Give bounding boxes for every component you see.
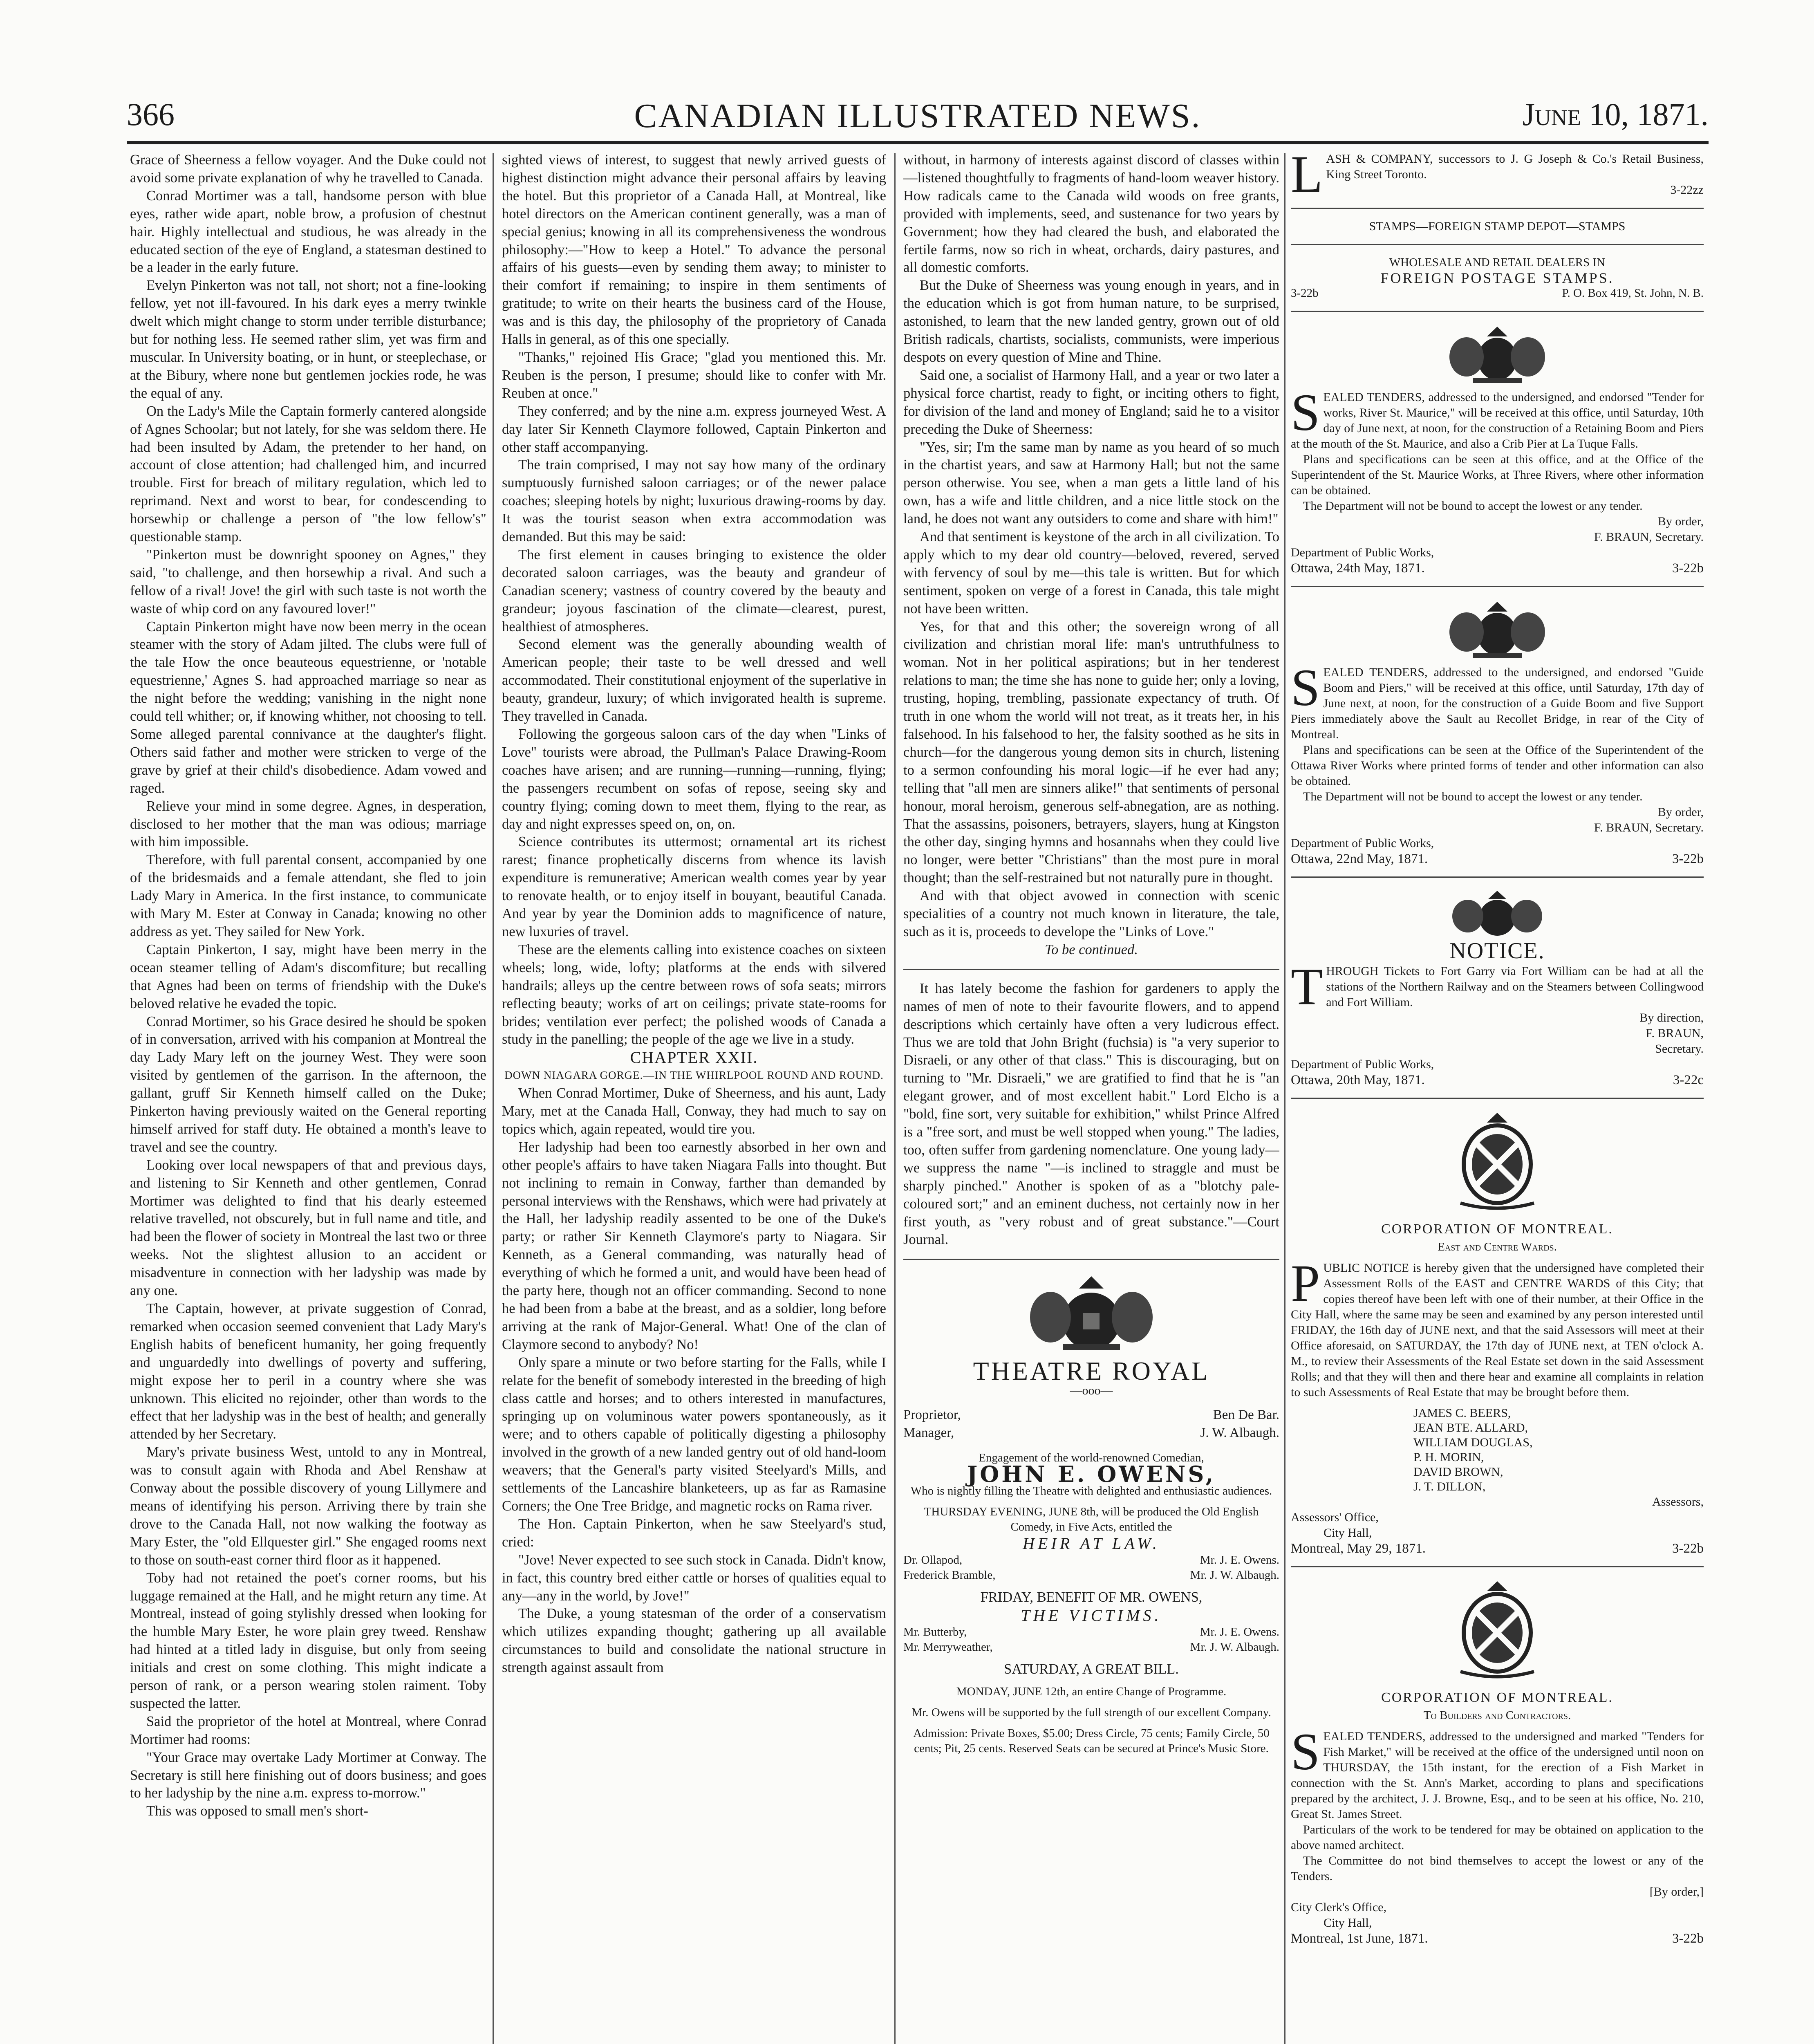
- assessor-name: DAVID BROWN,: [1413, 1465, 1503, 1479]
- ad-code: 3-22b: [1672, 561, 1704, 576]
- paragraph: Only spare a minute or two before starting for the Falls, while I relate for the benefit of somebody interested in the breeding of high class cattle and horses; and to others interested in manufactures, springing up on voluminous water powers spontaneously, as it were; and to others capable of politically digesting a philosophy involved in the growth of a new landed gentry out of old hand-loom weavers; that the General's party visited Steelyard's Mills, and settlements of the Lancashire blanketeers, up as far as Ramasine Corners; the One Tree Bridge, and magnetic rocks on Rama river.: [502, 1354, 886, 1514]
- assessor-name: P. H. MORIN,: [1413, 1450, 1484, 1464]
- admission-line: Admission: Private Boxes, $5.00; Dress Circle, 75 cents; Family Circle, 50 cents; Pit, 25 cents. Reserved Seats can be secured at Prince's Music Store.: [913, 1726, 1270, 1755]
- stamps-title: FOREIGN POSTAGE STAMPS.: [1380, 270, 1614, 286]
- ad-divider: [1291, 876, 1704, 878]
- paragraph: "Jove! Never expected to see such stock in Canada. Didn't know, in fact, this country bred either cattle or horses of qualities equal to any—any in the world, by Jove!": [502, 1552, 886, 1604]
- engagement-line: Engagement of the world-renowned Comedian,: [979, 1451, 1204, 1464]
- column-3: [903, 151, 1279, 2044]
- support-line: Mr. Owens will be supported by the full strength of our excellent Company.: [911, 1706, 1271, 1719]
- thursday-line: THURSDAY EVENING, JUNE 8th, will be produced the Old English Comedy, in Five Acts, entitled the: [924, 1505, 1259, 1533]
- paragraph: They conferred; and by the nine a.m. express journeyed West. A day later Sir Kenneth Claymore followed, Captain Pinkerton and other staff accompanying.: [502, 403, 886, 455]
- ad-text: The Department will not be bound to accept the lowest or any tender.: [1303, 499, 1643, 513]
- ad-text: EALED TENDERS, addressed to the undersigned, and endorsed "Guide Boom and Piers," will be received at this office, until Saturday, 17th day of June next, at noon, for the construction of a Guide Boom and five Support Piers immediately above the Sault au Recollet Bridge, in rear of the City of Montreal.: [1291, 666, 1704, 741]
- role: Dr. Ollapod,: [903, 1553, 963, 1567]
- by-order: By order,: [1657, 805, 1704, 819]
- fish-market-tender-ad: [1291, 1729, 1704, 1946]
- paragraph: The Hon. Captain Pinkerton, when he saw Steelyard's stud, cried:: [502, 1516, 886, 1550]
- newspaper-title: CANADIAN ILLUSTRATED NEWS.: [634, 97, 1201, 135]
- assessor-name: J. T. DILLON,: [1413, 1480, 1486, 1493]
- department: Department of Public Works,: [1291, 836, 1434, 850]
- notice-ad: [1291, 964, 1704, 1088]
- place-date: Montreal, May 29, 1871.: [1291, 1541, 1426, 1556]
- by-order: By order,: [1657, 515, 1704, 528]
- ad-code: 3-22c: [1673, 1073, 1704, 1087]
- paragraph: Conrad Mortimer, so his Grace desired he should be spoken of in conversation, arrived with his companion at Montreal the day Lady Mary left on the journey West. They were soon visited by gentlemen of the garrison. In the afternoon, the gallant, gruff Sir Kenneth himself called on the Duke; Pinkerton having previously waited on the General reporting himself arrived for staff duty. He obtained a month's leave to travel and see the country.: [130, 1013, 486, 1155]
- ad-text: The Department will not be bound to accept the lowest or any tender.: [1303, 790, 1643, 803]
- paragraph: Yes, for that and this other; the sovereign wrong of all civilization and christian moral life: man's untruthfulness to woman. Not in her political aspirations; but in her tenderest relations to man; the time she has none to guide her; only a loving, trusting, hoping, trembling, passionate expectancy of truth. Of truth in one whom the world will not treat, as it treats her, in his falsehood. In his falsehood to her, the falsity soothed as he sits in church—for the dangerous young demon sits in church, listening to a sermon confounding his moral logic—if he ever had any; telling that "all men are sinners alike!" that sentiments of personal honour, moral heroism, generous self-abnegation, are as nothing. That the assassins, poisoners, betrayers, slayers, hung at Kingston the other day, singing hymns and hosannahs when they could live no longer, were better "Christians" than the most pure in moral thought; than the self-restrained but not naturally pure in thought.: [903, 619, 1279, 886]
- tender-ad-st-maurice: [1291, 390, 1704, 576]
- play-title: THE VICTIMS.: [1021, 1606, 1162, 1625]
- royal-arms-icon: [1018, 1272, 1165, 1358]
- cast-row: [903, 1553, 1279, 1568]
- theatre-divider: —ooo—: [1070, 1384, 1113, 1398]
- paragraph: These are the elements calling into existence coaches on sixteen wheels; long, wide, lofty; platforms at the ends with silvered handrails; alleys up the centre between rows of sofa seats; mirrors reflecting beauty; works of art on ceilings; private state-rooms for brides; ventilation ever perfect; the polished woods of Canada a study in the panelling; the people of the age we live in a study.: [502, 941, 886, 1047]
- play-title: HEIR AT LAW.: [1023, 1534, 1160, 1553]
- masthead-rule: [127, 141, 1709, 144]
- paragraph: Conrad Mortimer was a tall, handsome person with blue eyes, rather wide apart, noble brow, a profusion of chestnut hair. Highly intellectual and studious, he was already in the educated section of the eye of England, a statesman destined to be a leader in the early future.: [130, 188, 486, 276]
- place-date: Ottawa, 22nd May, 1871.: [1291, 852, 1428, 866]
- corporation-subtitle: East and Centre Wards.: [1438, 1240, 1557, 1253]
- proprietor-label: Proprietor,: [903, 1407, 961, 1423]
- ad-text: Particulars of the work to be tendered for may be obtained on application to the above named architect.: [1291, 1823, 1704, 1852]
- paragraph: Looking over local newspapers of that and previous days, and listening to Sir Kenneth and other gentlemen, Conrad Mortimer was delighted to find that his dearly esteemed relative travelled, not obscurely, but in full name and title, and had been the flower of society in Montreal the last two or three weeks. Not the slightest allusion to an accident or misadventure in connection with her ladyship was made by any one.: [130, 1157, 486, 1299]
- paragraph: Mary's private business West, untold to any in Montreal, was to consult again with Rhoda and Abel Renshaw at Conway about the possible discovery of young Lillymere and means of identifying his person. Arriving there by train she drove to the Canada Hall, not now walking the footway as Mary Ester, the "old Ellquester girl." She engaged rooms next to those on south-east corner third floor as it happened.: [130, 1444, 486, 1568]
- paragraph: without, in harmony of interests against discord of classes within—listened thoughtfully to fragments of hand-loom weaver history. How radicals came to the Canada wild woods on free grants, provided with implements, seed, and sustenance for two years by Government; how they had cleared the bush, and elaborated the fertile farms, now so rich in wheat, orchards, dairy pastures, and all domestic comforts.: [903, 152, 1279, 276]
- ad-divider: [1291, 244, 1704, 245]
- dropcap: T: [1291, 964, 1323, 1015]
- ad-code: 3-22zz: [1670, 183, 1704, 197]
- paragraph: "Yes, sir; I'm the same man by name as you heard of so much in the chartist years, and saw at Harmony Hall; but not the same person otherwise. You see, when a man gets a little land of his own, has a wife and little children, and a nice little stock on the land, he does not want any outsiders to come and share with him!": [903, 439, 1279, 527]
- column-4-advertisements: [1291, 151, 1704, 2044]
- stamps-head: STAMPS—FOREIGN STAMP DEPOT—STAMPS: [1369, 220, 1626, 233]
- ad-text: UBLIC NOTICE is hereby given that the undersigned have completed their Assessment Rolls of the EAST and CENTRE WARDS of this City; that copies thereof have been left with one of their number, at their Office in the City Hall, where the same may be seen and examined by any person interested until FRIDAY, the 16th day of JUNE next, and that the said Assessors will meet at their Office aforesaid, on SATURDAY, the 17th day of JUNE next, at TEN o'clock A. M., to review their Assessments of the Real Estate set down in the said Assessment Rolls; and that they will then and there hear and examine all complaints in relation to such Assessments of Real Estate that may be brought before them.: [1291, 1261, 1704, 1399]
- column-2: [502, 151, 886, 2044]
- paragraph: Toby had not retained the poet's corner rooms, but his luggage remained at the Hall, and he might return any time. At Montreal, instead of going stylishly dressed when looking for the humble Mary Ester, he wore plain grey tweed. Renshaw had hinted at a titled lady in disguise, but only from seeing initials and crest on some clothing. This might indicate a person of rank, or a person wearing stolen raiment. Toby suspected the latter.: [130, 1570, 486, 1711]
- stamps-address: P. O. Box 419, St. John, N. B.: [1562, 287, 1704, 300]
- ad-divider: [1291, 1098, 1704, 1099]
- assessor-name: WILLIAM DOUGLAS,: [1413, 1436, 1533, 1449]
- assessor-name: JEAN BTE. ALLARD,: [1413, 1421, 1528, 1434]
- paragraph: And that sentiment is keystone of the arch in all civilization. To apply which to my dear old country—beloved, revered, served with fervency of soul by me—this tale is written. But for which sentiment, spoken on verge of a forest in Canada, this tale might not have been written.: [903, 529, 1279, 616]
- star-name: JOHN E. OWENS,: [967, 1461, 1216, 1487]
- paragraph: Said one, a socialist of Harmony Hall, and a year or two later a physical force chartist, ready to fight, or inciting others to fight, for division of the land and money of England; said he to a visitor preceding the Duke of Sheerness:: [903, 367, 1279, 437]
- place-date-row: [1291, 851, 1704, 867]
- paragraph: Science contributes its uttermost; ornamental art its richest rarest; finance prophetically discerns from whence its lavish expenditure is remunerative; American wealth comes year by year to renovate health, or to enjoy itself in bouyant, beautiful Canada. And year by year the Dominion adds to magnificence of nature, new luxuries of travel.: [502, 834, 886, 939]
- by-order: [By order,]: [1649, 1885, 1704, 1898]
- city-hall: City Hall,: [1324, 1526, 1372, 1540]
- cast-row: [903, 1640, 1279, 1655]
- theatre-title: THEATRE ROYAL: [973, 1356, 1210, 1386]
- paragraph: Captain Pinkerton, I say, might have been merry in the ocean steamer telling of Adam's discomfiture; but recalling that Agnes had been on terms of friendship with the Duke's beloved relative he evaded the topic.: [130, 941, 486, 1011]
- signer: F. BRAUN,: [1646, 1026, 1704, 1040]
- actor: Mr. J. W. Albaugh.: [1190, 1640, 1279, 1654]
- place-date-row: [1291, 560, 1704, 576]
- royal-arms-icon: [1436, 890, 1559, 939]
- paragraph: Relieve your mind in some degree. Agnes, in desperation, disclosed to her mother that the man was odious; marriage with him impossible.: [130, 798, 486, 850]
- paragraph: Therefore, with full parental consent, accompanied by one of the bridesmaids and a female attendant, she fled to join Lady Mary in America. In the first instance, to communicate with Mary M. Ester at Conway in Canada; knowing no other address as yet. They sailed for New York.: [130, 852, 486, 939]
- paragraph: The first element in causes bringing to existence the older decorated saloon carriages, was the beauty and grandeur of Canadian scenery; vastness of country covered by the beauty and grandeur; joyous fascination of the climate—clearest, purest, healthiest of atmospheres.: [502, 547, 886, 634]
- place-date-row: [1291, 1072, 1704, 1088]
- paragraph: When Conrad Mortimer, Duke of Sheerness, and his aunt, Lady Mary, met at the Canada Hall, Conway, they had much to say on topics which, again repeated, would tire you.: [502, 1085, 886, 1137]
- column-rule: [1284, 153, 1285, 2044]
- paragraph: The Captain, however, at private suggestion of Conrad, remarked when occasion seemed convenient that Lady Mary's English habits of beneficent humanity, her going frequently and unguardedly into dwellings of poverty and suffering, might expose her to peril in a country where she was unknown. This elicited no rejoinder, other than words to the effect that her ladyship was in the best of health; and generally attended by her Secretary.: [130, 1301, 486, 1442]
- royal-arms-icon: [1436, 324, 1559, 385]
- ad-code: 3-22b: [1291, 287, 1319, 300]
- lash-ad: [1291, 151, 1704, 198]
- star-note: Who is nightly filling the Theatre with delighted and enthusiastic audiences.: [910, 1484, 1272, 1497]
- dropcap: S: [1291, 1729, 1320, 1781]
- ad-code: 3-22b: [1672, 1931, 1704, 1946]
- page-number: 366: [127, 96, 175, 132]
- office: Assessors' Office,: [1291, 1511, 1379, 1524]
- corporation-title: CORPORATION OF MONTREAL.: [1381, 1221, 1613, 1237]
- royal-arms-icon: [1436, 599, 1559, 661]
- assessor-names: [1413, 1406, 1704, 1494]
- paragraph: And with that object avowed in connection with scenic specialities of a country not much known in literature, the tale, such as it is, proceeds to develope the "Links of Love.": [903, 888, 1279, 939]
- cast-row: [903, 1568, 1279, 1583]
- friday-line: FRIDAY, BENEFIT OF MR. OWENS,: [980, 1589, 1203, 1605]
- paragraph: sighted views of interest, to suggest that newly arrived guests of highest distinction might advance their personal affairs by leaving the hotel. But this proprietor of a Canada Hall, at Montreal, like hotel directors on the American continent generally, was a man of special genius; knowing in all its comprehensiveness the wondrous philosophy:—"How to keep a Hotel." To advance the personal affairs of his guests—even by sending them away; to minister to their comfort if remaining; to inspire in them sentiments of gratitude; to write on their hearts the business card of the House, was and is this day, the philosophy of the proprietory of Canada Halls in general, as of this one specially.: [502, 152, 886, 347]
- paragraph: Evelyn Pinkerton was not tall, not short; not a fine-looking fellow, yet not ill-favoured. In his dark eyes a merry twinkle dwelt which might change to storm under terrible disturbance; but for nothing less. He seemed rather slim, yet was firm and muscular. In University boating, or in hunt, or steeplechase, or at the Bibury, where none but gentlemen jockies rode, he was the equal of any.: [130, 278, 486, 401]
- paragraph: This was opposed to small men's short-: [146, 1803, 368, 1819]
- to-be-continued: To be continued.: [1045, 941, 1138, 957]
- place-date-row: [1291, 1931, 1704, 1946]
- proprietor-name: Ben De Bar.: [1213, 1407, 1279, 1423]
- paragraph: "Your Grace may overtake Lady Mortimer at Conway. The Secretary is still here finishing out of doors business; and goes to her ladyship by the nine a.m. express to-morrow.": [130, 1749, 486, 1801]
- place-date-row: [1291, 1541, 1704, 1556]
- tender-ad-guide-boom: [1291, 665, 1704, 867]
- ad-divider: [1291, 1566, 1704, 1567]
- signer: F. BRAUN, Secretary.: [1594, 530, 1704, 544]
- column-rule: [894, 153, 896, 2044]
- ad-text: EALED TENDERS, addressed to the undersigned, and endorsed "Tender for works, River St. Maurice," will be received at this office, until Saturday, 10th day of June next, at noon, for the construction of a Retaining Boom and Piers at the mouth of the St. Maurice, and also a Crib Pier at La Tuque Falls.: [1291, 390, 1704, 450]
- chapter-heading: CHAPTER XXII.: [630, 1048, 758, 1067]
- manager-label: Manager,: [903, 1425, 954, 1441]
- paragraph: Her ladyship had been too earnestly absorbed in her own and other people's affairs to have taken Niagara Falls into thought. But not inclining to remain in Conway, farther than demanded by personal interviews with the Renshaws, which were had privately at the Hall, her ladyship readily assented to be one of the Duke's party; or rather Sir Kenneth Claymore's party to Niagara. Sir Kenneth, as a General commanding, was naturally head of everything of which he formed a unit, and would have been head of the party here, though not an officer commanding. Second to none he had been from a babe at the breast, and as a soldier, long before arriving at the rank of Major-General. What! One of the clan of Claymore second to anybody? No!: [502, 1139, 886, 1352]
- issue-date: June 10, 1871.: [1522, 96, 1709, 132]
- department: Department of Public Works,: [1291, 1058, 1434, 1071]
- paragraph: On the Lady's Mile the Captain formerly cantered alongside of Agnes Schoolar; but not lately, for she was seldom there. He had been insulted by Adam, the pretender to her hand, on account of close attention; had challenged him, and incurred trouble. First for breach of military regulation, which led to reprimand. Next and worst to bear, for condescending to horsewhip or challenge a person of "the low fellow's" questionable stamp.: [130, 403, 486, 545]
- ad-text: ASH & COMPANY, successors to J. G Joseph & Co.'s Retail Business, King Street Toronto.: [1326, 152, 1704, 181]
- place-date: Ottawa, 20th May, 1871.: [1291, 1073, 1425, 1087]
- dropcap: S: [1291, 390, 1320, 442]
- stamps-sub: WHOLESALE AND RETAIL DEALERS IN: [1389, 256, 1606, 269]
- corporation-subtitle: To Builders and Contractors.: [1423, 1709, 1571, 1722]
- paragraph: Said the proprietor of the hotel at Montreal, where Conrad Mortimer had rooms:: [130, 1713, 486, 1747]
- chapter-subheading: DOWN NIAGARA GORGE.—IN THE WHIRLPOOL ROUND AND ROUND.: [504, 1069, 884, 1082]
- stamps-row: [1291, 286, 1704, 301]
- signer: F. BRAUN, Secretary.: [1594, 821, 1704, 834]
- role: Mr. Butterby,: [903, 1625, 967, 1638]
- paragraph: The train comprised, I may not say how many of the ordinary sumptuously furnished saloon carriages; or of the newer palace coaches; sleeping hotels by night; luxurious drawing-rooms by day. It was the tourist season when extra accommodation was demanded. But this may be said:: [502, 457, 886, 545]
- dropcap: P: [1291, 1260, 1320, 1312]
- actor: Mr. J. E. Owens.: [1200, 1553, 1279, 1567]
- role: Frederick Bramble,: [903, 1568, 996, 1582]
- paragraph: But the Duke of Sheerness was young enough in years, and in the education which is got from human nature, to be surprised, astonished, to learn that the new landed gentry, grown out of old British radicals, chartists, socialists, communists, were imperious despots on every question of Mine and Thine.: [903, 278, 1279, 365]
- public-notice-ad: [1291, 1260, 1704, 1556]
- paragraph: Following the gorgeous saloon cars of the day when "Links of Love" tourists were abroad, the Pullman's Palace Drawing-Room coaches have arisen; and are running—running—running, flying; the passengers recumbent on sofas of repose, seeing sky and country flying; coming down to meet them, flying to the rear, as day and night expresses speed on, on, on.: [502, 726, 886, 832]
- place-date: Montreal, 1st June, 1871.: [1291, 1931, 1428, 1946]
- corporation-title: CORPORATION OF MONTREAL.: [1381, 1690, 1613, 1705]
- paragraph: The Duke, a young statesman of the order of a conservatism which utilizes expanding thought; gathering up all available circumstances to build and consolidate the national structure in strength against assault from: [502, 1606, 886, 1676]
- ad-code: 3-22b: [1672, 852, 1704, 866]
- section-divider: [903, 1259, 1279, 1260]
- ad-code: 3-22b: [1672, 1541, 1704, 1556]
- ad-divider: [1291, 208, 1704, 209]
- proprietor-row: [903, 1406, 1279, 1424]
- paragraph: "Pinkerton must be downright spooney on Agnes," they said, "to challenge, and then horsewhip a rival. And such a fellow of a rival! Jove! the girl with such taste is not worth the waste of whip cord on any favoured lover!": [130, 547, 486, 616]
- ad-text: Plans and specifications can be seen at this office, and at the Office of the Superintendent of the St. Maurice Works, at Three Rivers, where other information can be obtained.: [1291, 453, 1704, 497]
- paragraph: Grace of Sheerness a fellow voyager. And the Duke could not avoid some private explanation of why he travelled to Canada.: [130, 152, 486, 186]
- ad-text: HROUGH Tickets to Fort Garry via Fort William can be had at all the stations of the Northern Railway and on the Steamers between Collingwood and Fort William.: [1326, 964, 1704, 1009]
- ad-divider: [1291, 586, 1704, 587]
- column-rule: [493, 153, 494, 2044]
- manager-row: [903, 1424, 1279, 1442]
- ad-text: The Committee do not bind themselves to accept the lowest or any of the Tenders.: [1291, 1854, 1704, 1883]
- signer-title: Secretary.: [1655, 1042, 1704, 1056]
- assessors-label: Assessors,: [1652, 1495, 1704, 1508]
- gardening-paragraph: It has lately become the fashion for gardeners to apply the names of men of note to their favourite flowers, and to append descriptions which certainly have often a very ludicrous effect. Thus we are told that John Bright (fuchsia) is "a very superior to Disraeli, or any other of that class." This is discouraging, but on turning to "Mr. Disraeli," we are gratified to find that he is "an elegant grower, and of most excellent habit." Lord Elcho is a "bold, fine sort, very suitable for exhibition," whilst Prince Alfred is a "free sort, and must be well stopped when young." The ladies, too, often suffer from gardening nomenclature. One young lady—we suppress the name "—is inclined to straggle and must be sharply pinched." Another is spoken of as a "blotchy pale-coloured sort;" and an eminent duchess, not certainly now in her first youth, as "very robust and of great substance."—Court Journal.: [903, 980, 1279, 1248]
- saturday-line: SATURDAY, A GREAT BILL.: [1004, 1661, 1179, 1677]
- monday-line: MONDAY, JUNE 12th, an entire Change of Programme.: [956, 1685, 1227, 1698]
- actor: Mr. J. E. Owens.: [1200, 1625, 1279, 1638]
- ad-text: Plans and specifications can be seen at the Office of the Superintendent of the Ottawa River Works where printed forms of tender and other information can also be obtained.: [1291, 743, 1704, 788]
- dropcap: L: [1291, 151, 1323, 198]
- paragraph: Captain Pinkerton might have now been merry in the ocean steamer with the story of Adam jilted. The clubs were full of the tale How the once beauteous equestrienne, or 'notable equestrienne,' Agnes S. had approached marriage so near as the night before the wedding; vanishing in the night none could tell whither; or, if knowing whither, not choosing to tell. Some alleged parental connivance at the daughter's flight. Others said father and mother were stricken to verge of the grave by grief at their child's disobedience. Adam vowed and raged.: [130, 619, 486, 796]
- ad-text: EALED TENDERS, addressed to the undersigned and marked "Tenders for Fish Market," will be received at the office of the undersigned until noon on THURSDAY, the 15th instant, for the erection of a Fish Market in connection with the St. Ann's Market, according to plans and specifications prepared by the architect, J. J. Browne, Esq., and to be seen at his office, No. 210, Great St. James Street.: [1291, 1730, 1704, 1821]
- manager-name: J. W. Albaugh.: [1200, 1425, 1279, 1441]
- city-hall: City Hall,: [1324, 1916, 1372, 1930]
- by-direction: By direction,: [1639, 1011, 1704, 1024]
- ad-divider: [1291, 311, 1704, 312]
- place-date: Ottawa, 24th May, 1871.: [1291, 561, 1425, 576]
- column-1: [130, 151, 486, 2044]
- montreal-seal-icon: [1448, 1111, 1546, 1213]
- cast-row: [903, 1625, 1279, 1640]
- paragraph: Second element was the generally abounding wealth of American people; their taste to be well dressed and well accommodated. Their constitutional enjoyment of the superlative in beauty, grandeur, luxury; of which invigorated health is supreme. They travelled in Canada.: [502, 637, 886, 724]
- office: City Clerk's Office,: [1291, 1901, 1386, 1914]
- section-divider: [903, 969, 1279, 970]
- notice-title: NOTICE.: [1449, 938, 1545, 964]
- dropcap: S: [1291, 665, 1320, 717]
- actor: Mr. J. W. Albaugh.: [1190, 1568, 1279, 1582]
- assessor-name: JAMES C. BEERS,: [1413, 1406, 1511, 1420]
- montreal-seal-icon: [1448, 1580, 1546, 1682]
- department: Department of Public Works,: [1291, 546, 1434, 559]
- role: Mr. Merryweather,: [903, 1640, 993, 1654]
- paragraph: "Thanks," rejoined His Grace; "glad you mentioned this. Mr. Reuben is the person, I presume; should like to confer with Mr. Reuben at once.": [502, 349, 886, 401]
